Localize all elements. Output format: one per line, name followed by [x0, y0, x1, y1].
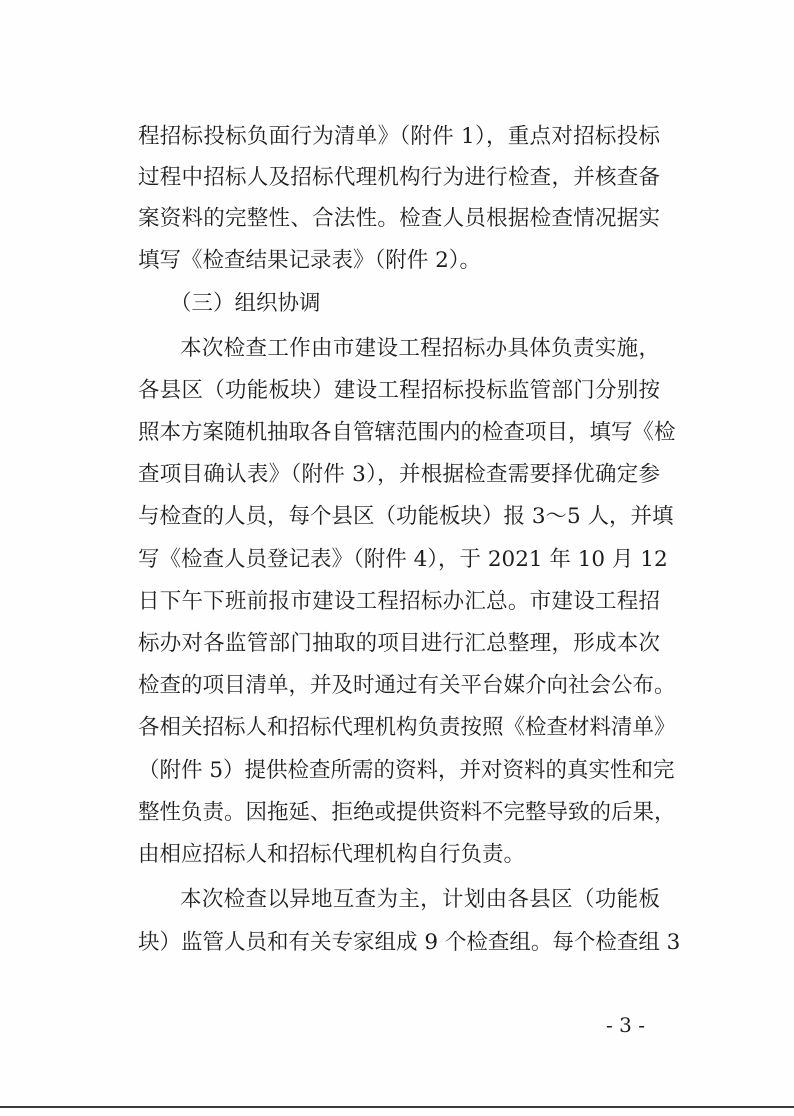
text-line: 日下午下班前报市建设工程招标办汇总。市建设工程招 — [138, 589, 660, 614]
text-line: 整性负责。因拖延、拒绝或提供资料不完整导致的后果， — [138, 800, 676, 825]
text-line: 与检查的人员，每个县区（功能板块）报 3～5 人，并填 — [138, 504, 674, 529]
text-line: 本次检查以异地互查为主，计划由各县区（功能板 — [180, 887, 660, 912]
text-line: 标办对各监管部门抽取的项目进行汇总整理，形成本次 — [138, 631, 660, 656]
text-line: （附件 5）提供检查所需的资料，并对资料的真实性和完 — [138, 758, 675, 783]
text-line: 照本方案随机抽取各自管辖范围内的检查项目，填写《检 — [138, 420, 676, 445]
text-line: 块）监管人员和有关专家组成 9 个检查组。每个检查组 3 — [138, 930, 681, 955]
text-line: 查项目确认表》（附件 3），并根据检查需要择优确定参 — [138, 462, 660, 487]
text-line: 各县区（功能板块）建设工程招标投标监管部门分别按 — [138, 378, 660, 403]
text-line: 填写《检查结果记录表》（附件 2）。 — [138, 248, 482, 273]
section-heading: （三）组织协调 — [170, 291, 321, 316]
text-line: 写《检查人员登记表》（附件 4），于 2021 年 10 月 12 — [138, 547, 668, 572]
text-line: 程招标投标负面行为清单》（附件 1），重点对招标投标 — [138, 124, 660, 149]
text-line: 各相关招标人和招标代理机构负责按照《检查材料清单》 — [138, 715, 676, 740]
text-line: 由相应招标人和招标代理机构自行负责。 — [138, 842, 526, 867]
bottom-edge-line — [0, 1106, 794, 1108]
text-line: 本次检查工作由市建设工程招标办具体负责实施， — [180, 336, 660, 361]
text-line: 检查的项目清单，并及时通过有关平台媒介向社会公布。 — [138, 673, 676, 698]
text-line: 过程中招标人及招标代理机构行为进行检查，并核查备 — [138, 165, 660, 190]
page-number: - 3 - — [606, 1013, 645, 1037]
text-line: 案资料的完整性、合法性。检查人员根据检查情况据实 — [138, 206, 660, 231]
